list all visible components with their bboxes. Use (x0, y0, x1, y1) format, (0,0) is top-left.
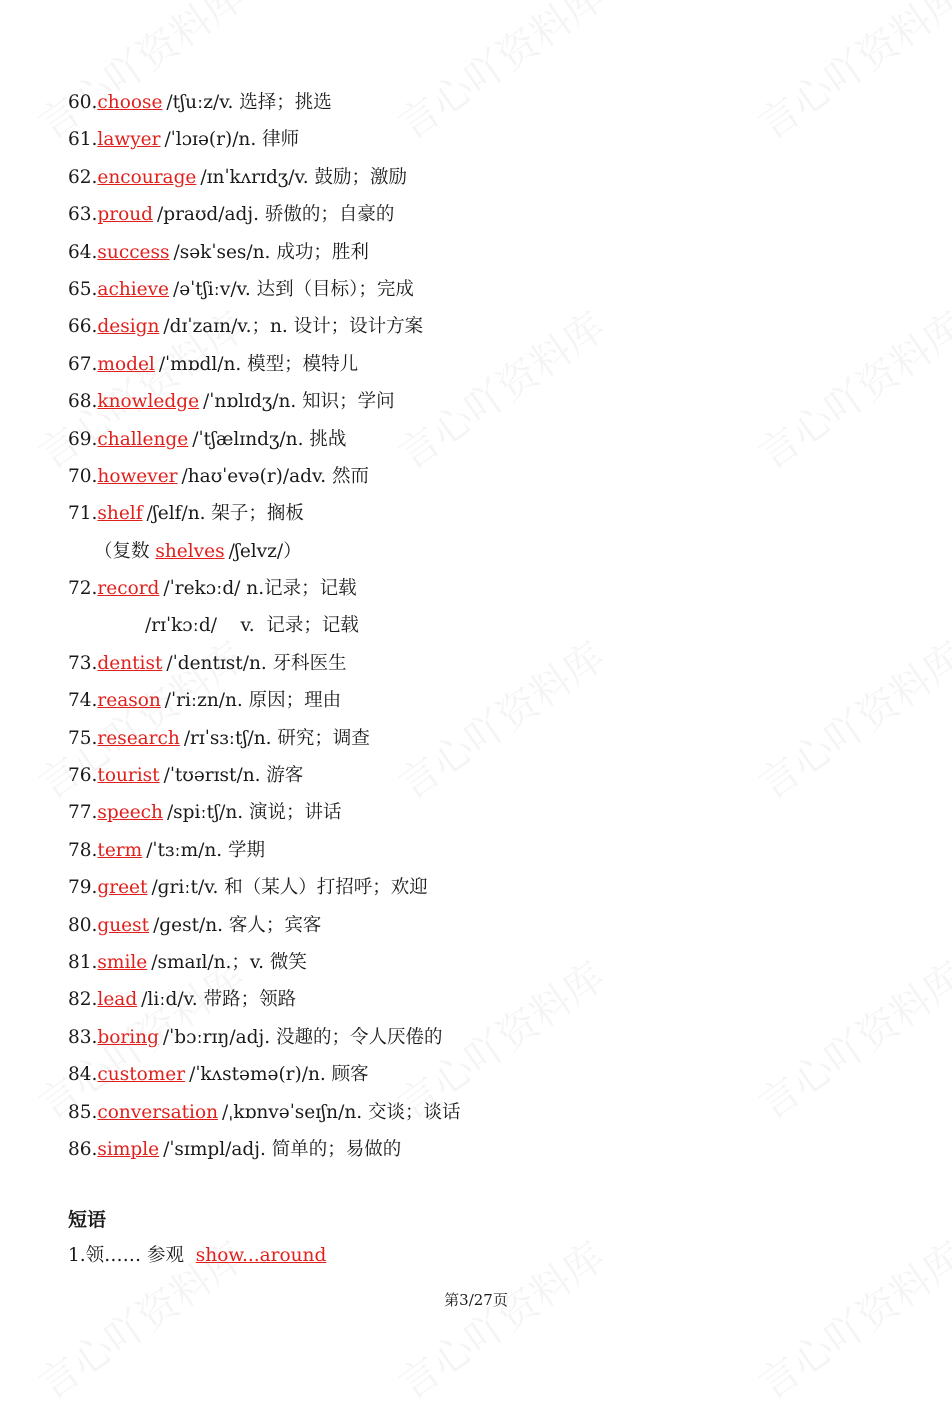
vocab-entry (68, 794, 888, 831)
entry-definition: /dɪˈzaɪn/v.；n. 设计；设计方案 (163, 316, 424, 338)
vocabulary-list (68, 84, 888, 1168)
vocab-word: shelves (155, 540, 225, 562)
vocab-entry (68, 308, 888, 345)
entry-number: 78. (68, 839, 98, 861)
entry-number: 64. (68, 241, 98, 263)
vocab-word: greet (97, 877, 148, 899)
entry-number: 72. (68, 578, 98, 600)
vocab-entry (68, 1056, 888, 1093)
entry-number: 70. (68, 465, 98, 487)
vocab-entry (68, 645, 888, 682)
vocab-entry (68, 570, 888, 607)
vocab-entry (68, 1131, 888, 1168)
section-title-phrases: 短语 (68, 1209, 107, 1231)
phrase-answer: show...around (195, 1245, 327, 1266)
entry-definition: /rɪˈkɔːd/ v. 记录；记载 (145, 615, 359, 637)
vocab-word: conversation (97, 1101, 219, 1123)
entry-definition: /smaɪl/n.；v. 微笑 (151, 951, 307, 973)
vocab-word: proud (97, 204, 154, 226)
entry-number: 61. (68, 129, 98, 151)
plural-prefix: （复数 (94, 540, 156, 562)
entry-definition: /ʃelf/n. 架子；搁板 (146, 503, 304, 525)
entry-number: 76. (68, 765, 98, 787)
phrase-prompt: 1.领…… 参观 (68, 1245, 196, 1266)
entry-number: 69. (68, 428, 98, 450)
entry-definition: /tʃuːz/v. 选择；挑选 (166, 92, 332, 113)
watermark (385, 1226, 614, 1410)
vocab-word: challenge (97, 428, 189, 450)
vocab-word: customer (97, 1064, 186, 1086)
vocab-entry (68, 234, 888, 271)
entry-definition: /ˈnɒlɪdʒ/n. 知识；学问 (203, 391, 395, 413)
entry-definition: /ˈriːzn/n. 原因；理由 (164, 690, 342, 712)
vocab-word: lead (97, 989, 138, 1011)
vocab-word: record (97, 578, 160, 600)
vocab-word: choose (97, 92, 163, 113)
entry-number: 85. (68, 1101, 98, 1123)
vocab-entry (68, 495, 888, 532)
plural-note (68, 533, 888, 570)
vocab-word: tourist (97, 765, 160, 787)
vocab-entry (68, 346, 888, 383)
entry-number: 65. (68, 278, 98, 300)
phrase-entry (68, 1239, 326, 1273)
vocab-word: design (97, 316, 160, 338)
vocab-word: knowledge (97, 391, 200, 413)
vocab-entry (68, 121, 888, 158)
entry-number: 82. (68, 989, 98, 1011)
vocab-word: smile (97, 951, 148, 973)
entry-definition: /ˈtɜːm/n. 学期 (146, 839, 266, 861)
entry-number: 71. (68, 503, 98, 525)
entry-definition: /praʊd/adj. 骄傲的；自豪的 (157, 204, 395, 226)
entry-number: 67. (68, 353, 98, 375)
entry-definition: /liːd/v. 带路；领路 (141, 989, 297, 1011)
vocab-entry (68, 869, 888, 906)
entry-definition: /rɪˈsɜːtʃ/n. 研究；调查 (183, 727, 370, 749)
vocab-entry (68, 981, 888, 1018)
entry-definition: /ɡest/n. 客人；宾客 (153, 914, 322, 936)
entry-definition: /əˈtʃiːv/v. 达到（目标）；完成 (173, 278, 414, 300)
entry-definition: /ˈtʃælɪndʒ/n. 挑战 (192, 428, 347, 450)
entry-definition: /ˈrekɔːd/ n.记录；记载 (163, 578, 357, 600)
entry-number: 60. (68, 92, 98, 113)
entry-definition: /ˈlɔɪə(r)/n. 律师 (164, 129, 300, 151)
vocab-entry (68, 682, 888, 719)
entry-definition: /ɪnˈkʌrɪdʒ/v. 鼓励；激励 (200, 166, 407, 188)
vocab-entry (68, 196, 888, 233)
vocab-entry (68, 944, 888, 981)
entry-definition: /ˌkɒnvəˈseɪʃn/n. 交谈；谈话 (222, 1101, 461, 1123)
entry-number: 68. (68, 391, 98, 413)
entry-definition: /ˈtʊərɪst/n. 游客 (163, 765, 304, 787)
entry-number: 81. (68, 951, 98, 973)
vocab-word: lawyer (97, 129, 161, 151)
vocab-word: success (97, 241, 170, 263)
vocab-entry (68, 84, 888, 121)
entry-number: 79. (68, 877, 98, 899)
entry-number: 75. (68, 727, 98, 749)
entry-number: 77. (68, 802, 98, 824)
entry-definition: /səkˈses/n. 成功；胜利 (173, 241, 369, 263)
vocab-word: boring (97, 1026, 159, 1048)
entry-number: 83. (68, 1026, 98, 1048)
plural-definition: /ʃelvz/） (228, 540, 302, 562)
entry-definition: /haʊˈevə(r)/adv. 然而 (181, 465, 369, 487)
vocab-word: speech (97, 802, 163, 824)
entry-number: 62. (68, 166, 98, 188)
vocab-word: term (97, 839, 143, 861)
verb-form-note (68, 607, 888, 644)
entry-number: 66. (68, 316, 98, 338)
entry-number: 73. (68, 652, 98, 674)
vocab-word: however (97, 465, 178, 487)
vocab-entry (68, 271, 888, 308)
vocab-word: achieve (97, 278, 169, 300)
vocab-word: guest (97, 914, 150, 936)
entry-definition: /spiːtʃ/n. 演说；讲话 (166, 802, 342, 824)
entry-number: 86. (68, 1138, 98, 1160)
entry-definition: /ˈdentɪst/n. 牙科医生 (166, 652, 347, 674)
vocab-word: dentist (97, 652, 163, 674)
vocab-entry (68, 159, 888, 196)
entry-number: 74. (68, 690, 98, 712)
entry-number: 80. (68, 914, 98, 936)
vocab-word: research (97, 727, 180, 749)
watermark (745, 1226, 952, 1410)
vocab-word: simple (97, 1138, 160, 1160)
entry-definition: /ˈsɪmpl/adj. 简单的；易做的 (163, 1138, 402, 1160)
entry-definition: /ˈmɒdl/n. 模型；模特儿 (158, 353, 359, 375)
vocab-entry (68, 832, 888, 869)
vocab-entry (68, 1094, 888, 1131)
vocab-entry (68, 458, 888, 495)
entry-number: 63. (68, 204, 98, 226)
vocab-word: model (97, 353, 155, 375)
entry-number: 84. (68, 1064, 98, 1086)
vocab-entry (68, 1019, 888, 1056)
entry-definition: /ˈkʌstəmə(r)/n. 顾客 (189, 1064, 369, 1086)
vocab-entry (68, 757, 888, 794)
entry-definition: /ˈbɔːrɪŋ/adj. 没趣的；令人厌倦的 (162, 1026, 443, 1048)
vocab-word: shelf (97, 503, 143, 525)
vocab-entry (68, 720, 888, 757)
entry-definition: /ɡriːt/v. 和（某人）打招呼；欢迎 (151, 877, 428, 899)
vocab-entry (68, 907, 888, 944)
vocab-word: encourage (97, 166, 197, 188)
page-number: 第3/27页 (444, 1291, 508, 1309)
vocab-entry (68, 421, 888, 458)
vocab-entry (68, 383, 888, 420)
vocab-word: reason (97, 690, 161, 712)
